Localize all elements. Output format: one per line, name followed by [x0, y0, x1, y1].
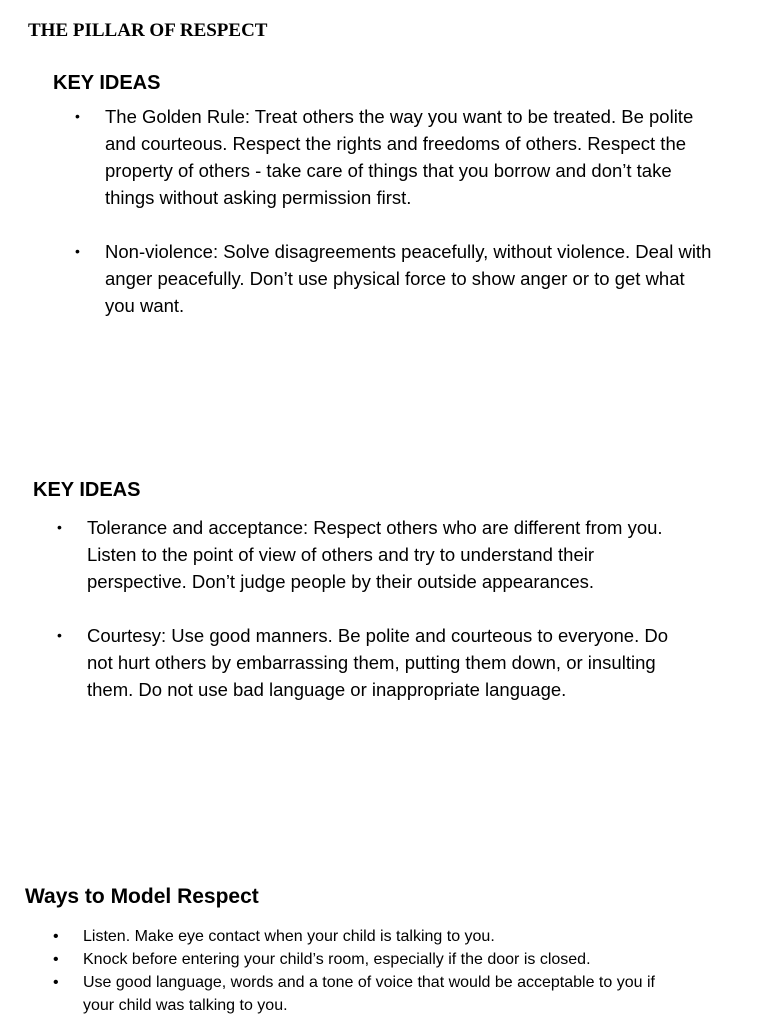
list-item [53, 925, 673, 948]
key-ideas-list-2 [57, 514, 697, 703]
list-item-text: Knock before entering your child’s room, especially if the door is closed. [83, 951, 591, 968]
bullet-icon: • [57, 627, 62, 643]
list-item [57, 622, 697, 703]
list-item [75, 238, 715, 319]
list-item [57, 514, 697, 595]
bullet-icon: • [75, 243, 80, 259]
bullet-icon: • [57, 519, 62, 535]
list-item [53, 971, 673, 1017]
section-heading-key-ideas-1: KEY IDEAS [53, 72, 161, 94]
section-heading-key-ideas-2: KEY IDEAS [33, 479, 141, 501]
bullet-icon: • [75, 108, 80, 124]
list-item-text: Listen. Make eye contact when your child is talking to you. [83, 928, 495, 945]
bullet-icon: • [53, 951, 59, 968]
bullet-icon: • [53, 928, 59, 945]
bullet-icon: • [53, 974, 59, 991]
list-item-text: The Golden Rule: Treat others the way you want to be treated. Be polite and courteous. Respect the rights and freedoms of others. Respect the property of others - take care of things that you borrow and don’t take things without asking permission first. [105, 106, 694, 208]
list-item-text: Non-violence: Solve disagreements peacefully, without violence. Deal with anger peacefully. Don’t use physical force to show anger or to get what you want. [105, 241, 712, 316]
section-heading-ways-to-model-respect: Ways to Model Respect [25, 885, 259, 908]
list-item-text: Use good language, words and a tone of voice that would be acceptable to you if your child was talking to you. [83, 974, 655, 1014]
list-item [75, 103, 715, 211]
list-item [53, 948, 673, 971]
document-title: THE PILLAR OF RESPECT [28, 20, 268, 41]
key-ideas-list-1 [75, 103, 715, 319]
list-item-text: Tolerance and acceptance: Respect others who are different from you. Listen to the point of view of others and try to understand their perspective. Don’t judge people by their outside appearances. [87, 517, 663, 592]
list-item-text: Courtesy: Use good manners. Be polite and courteous to everyone. Do not hurt others by embarrassing them, putting them down, or insulting them. Do not use bad language or inappropriate language. [87, 625, 669, 700]
ways-to-model-respect-list [53, 925, 673, 1017]
